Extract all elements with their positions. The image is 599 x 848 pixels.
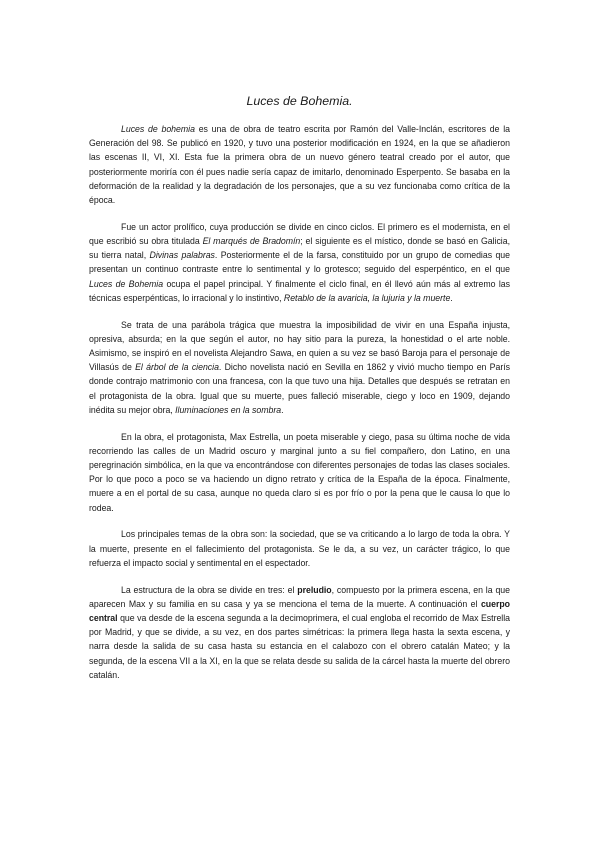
paragraph: [89, 527, 510, 570]
text-run: ; el siguiente es el místico, donde se basó en Galicia, su tierra natal,: [89, 236, 510, 261]
text-run: .: [450, 292, 453, 303]
text-run: Se trata de una parábola trágica que muestra la imposibilidad de vivir en una España injusta, opresiva, absurda; en la que según el autor, no hay sitio para la pureza, la honestidad o el arte noble. Asimismo, se inspiró en el novelista Alejandro Sawa, en quien a su vez se basó Baroja para el personaje de Villasús de: [89, 319, 510, 373]
paragraph: [89, 318, 510, 417]
italic-text: El árbol de la ciencia: [135, 362, 219, 373]
document-title: Luces de Bohemia.: [246, 94, 353, 108]
italic-text: Retablo de la avaricia, la lujuria y la muerte: [283, 292, 451, 303]
text-run: Fue un actor prolífico, cuya producción se divide en cinco ciclos. El primero es el modernista, en el que escribió su obra titulada: [89, 221, 510, 247]
paragraph: [89, 122, 510, 207]
italic-text: Luces de Bohemia: [89, 278, 164, 289]
italic-text: Divinas palabras: [149, 250, 215, 261]
italic-text: Luces de bohemia: [121, 124, 195, 134]
paragraph: [89, 583, 510, 682]
text-run: es una de obra de teatro escrita por Ramón del Valle-Inclán, escritores de la Generación del 98. Se publicó en 1920, y tuvo una posterior modificación en 1924, en la que se añadieron las escenas II, VI, XI. Esta fue la primera obra de un nuevo género teatral creado por el autor, que posteriormente moriría con él pues nadie sería capaz de imitarlo, denominado Esperpento. Se basaba en la deformación de la realidad y la degradación de los personajes, que a su vez funcionaba como crítica de la época.: [89, 124, 510, 206]
text-run: Los principales temas de la obra son: la sociedad, que se va criticando a lo largo de toda la obra. Y la muerte, presente en el fallecimiento del protagonista. Se le da, a su vez, un carácter trágico, lo que refuerza el impacto social y sentimental en el espectador.: [89, 529, 510, 568]
bold-text: preludio: [297, 584, 332, 595]
paragraph: [89, 220, 510, 305]
document-body: [89, 122, 510, 682]
bold-text: cuerpo central: [89, 598, 510, 624]
text-run: .: [281, 404, 284, 415]
text-run: En la obra, el protagonista, Max Estrella, un poeta miserable y ciego, pasa su última noche de vida recorriendo las calles de un Madrid oscuro y marginal junto a su fiel compañero, don Latino, en una peregrinación simbólica, en la que va encontrándose con diferentes personajes de todas las clases sociales. Por lo que poco a poco se va haciendo un digno retrato y crítica de la España de la época. Finalmente, muere a en el portal de su casa, aunque no queda claro si es por frío o por la pena que le causa lo que lo rodea.: [89, 431, 510, 513]
text-run: que va desde de la escena segunda a la decimoprimera, el cual engloba el recorrido de Max Estrella por Madrid, y que se divide, a su vez, en dos partes simétricas: la primera llega hasta la sexta escena, y narra desde la salida de su casa hasta su estancia en el calabozo con el obrero catalán Mateo; y la segunda, de la escena VII a la XI, en la que se relata desde su salida de la cárcel hasta la muerte del obrero catalán.: [89, 613, 510, 680]
text-run: La estructura de la obra se divide en tres: el: [121, 584, 298, 595]
text-run: . Dicho novelista nació en Sevilla en 1862 y vivió mucho tiempo en París donde contrajo matrimonio con una francesa, con la que tuvo una hija. Detalles que después se retratan en el protagonista de la obra. Igual que su muerte, pues falleció miserable, ciego y loco en 1909, dejando inédita su mejor obra,: [89, 362, 510, 415]
text-run: . Posteriormente el de la farsa, constituido por un grupo de comedias que presentan un continuo contraste entre lo sentimental y lo grotesco; seguido del esperpéntico, en el que: [89, 250, 510, 275]
text-run: , compuesto por la primera escena, en la que aparecen Max y su familia en su casa y ya se menciona el tema de la muerte. A continuación el: [89, 584, 510, 609]
text-run: ocupa el papel principal. Y finalmente el ciclo final, en él llevó aún más al extremo las técnicas esperpénticas, lo irracional y lo instintivo,: [89, 278, 510, 303]
italic-text: El marqués de Bradomín: [202, 236, 301, 247]
paragraph: [89, 430, 510, 515]
italic-text: Iluminaciones en la sombra: [175, 404, 282, 415]
